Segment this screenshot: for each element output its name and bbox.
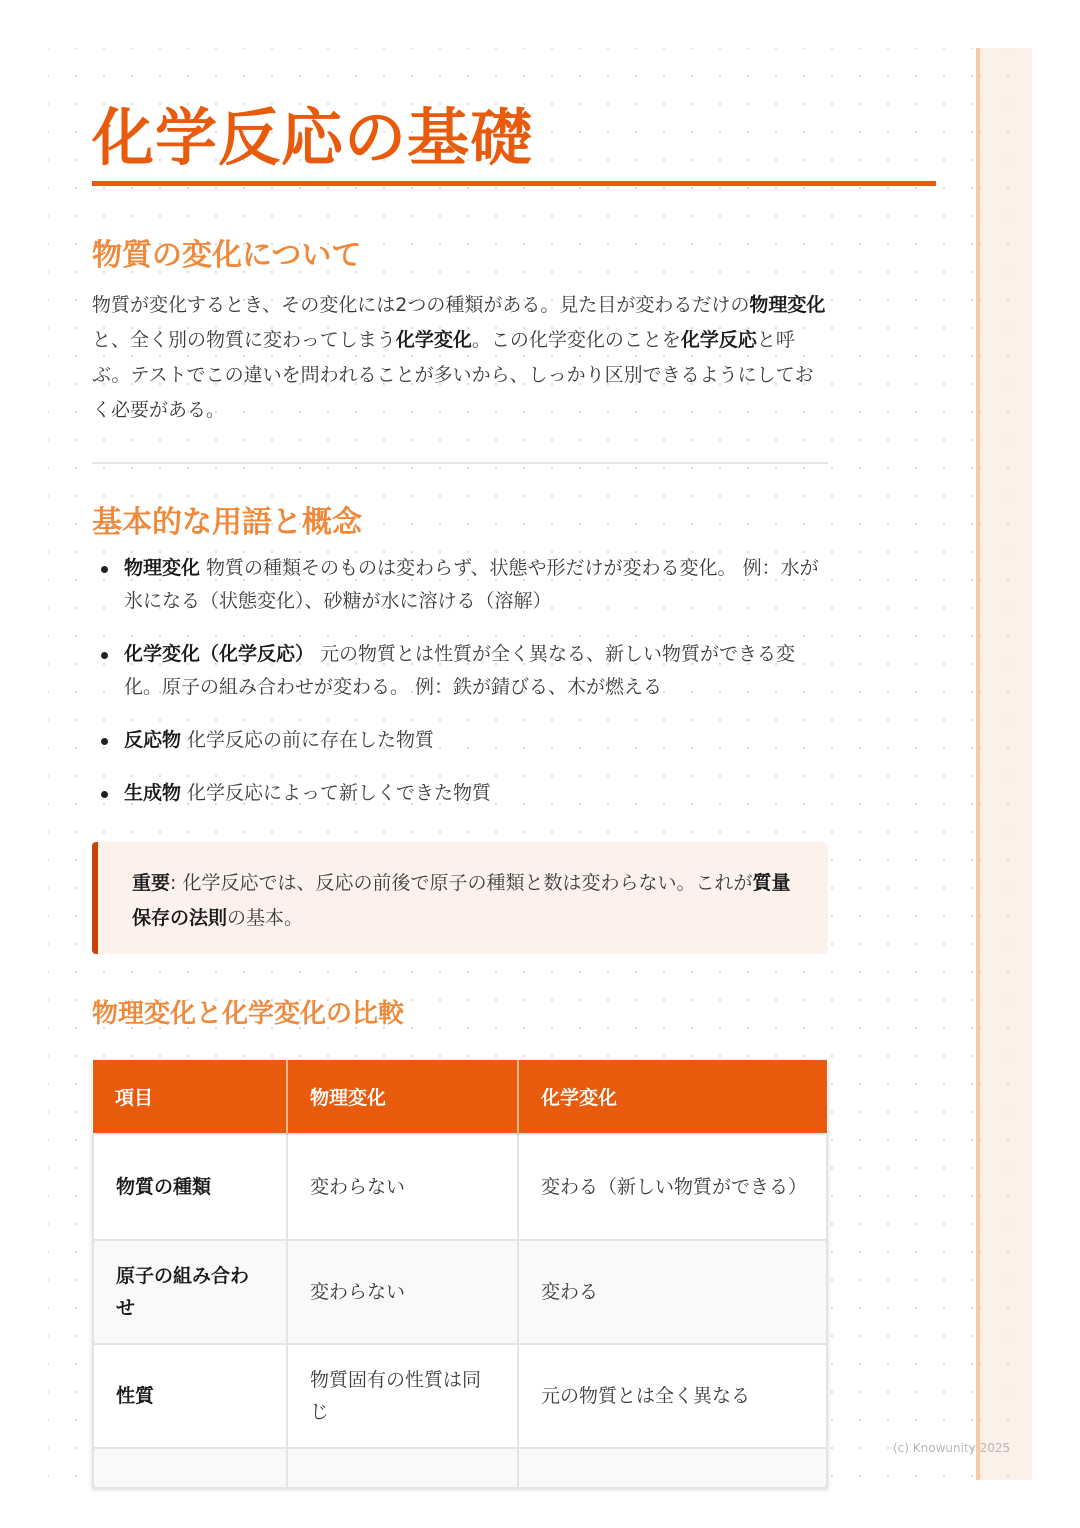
term-label: 物理変化 — [124, 557, 201, 579]
paragraph-bold-term: 化学変化 — [395, 329, 472, 351]
title-underline — [92, 181, 936, 186]
term-description: 化学反応の前に存在した物質 — [181, 729, 435, 751]
table-row — [93, 1448, 827, 1488]
table-cell: 物質固有の性質は同じ — [287, 1344, 518, 1448]
list-item — [92, 724, 832, 757]
list-item — [92, 777, 832, 810]
paragraph-bold-term: 化学反応 — [680, 329, 757, 351]
table-cell: 性質 — [93, 1344, 287, 1448]
table-cell: 変わらない — [287, 1240, 518, 1344]
table-row — [93, 1240, 827, 1344]
callout-text-end: の基本。 — [227, 907, 304, 929]
term-description: 化学反応によって新しくできた物質 — [181, 782, 492, 804]
table-cell — [518, 1448, 827, 1488]
table-header-cell: 化学変化 — [518, 1060, 827, 1134]
term-description: 元の物質とは性質が全く異なる、新しい物質ができる変化。原子の組み合わせが変わる。 例：鉄が錆びる、木が燃える — [124, 643, 796, 698]
intro-paragraph — [92, 288, 832, 428]
term-description: 物質の種類そのものは変わらず、状態や形だけが変わる変化。 例：水が氷になる（状態変化）、砂糖が水に溶ける（溶解） — [124, 557, 819, 612]
table-cell: 変わる — [518, 1240, 827, 1344]
section-heading-terms: 基本的な用語と概念 — [92, 505, 362, 540]
comparison-table — [92, 1060, 828, 1489]
callout-label: 重要 — [132, 872, 171, 894]
table-cell: 物質の種類 — [93, 1134, 287, 1240]
table-header-row — [93, 1060, 827, 1134]
table-cell: 元の物質とは全く異なる — [518, 1344, 827, 1448]
table-cell: 変わる（新しい物質ができる） — [518, 1134, 827, 1240]
section-heading-changes: 物質の変化について — [92, 238, 362, 273]
table-header-cell: 物理変化 — [287, 1060, 518, 1134]
term-label: 化学変化（化学反応） — [124, 643, 315, 665]
table-cell: 原子の組み合わせ — [93, 1240, 287, 1344]
table-row — [93, 1134, 827, 1240]
important-callout — [92, 842, 828, 954]
term-label: 反応物 — [124, 729, 182, 751]
list-item — [92, 552, 832, 618]
callout-text: : 化学反応では、反応の前後で原子の種類と数は変わらない。これが — [170, 872, 753, 894]
table-cell — [93, 1448, 287, 1488]
term-label: 生成物 — [124, 782, 182, 804]
paragraph-text: 。この化学変化のことを — [471, 329, 681, 351]
table-cell: 変わらない — [287, 1134, 518, 1240]
section-heading-comparison: 物理変化と化学変化の比較 — [92, 999, 405, 1029]
copyright-text: (c) Knowunity 2025 — [893, 1441, 1011, 1455]
paragraph-text: と呼ぶ。テストでこの違いを問われることが多いから、しっかり区別できるようにしておく必要がある。 — [92, 329, 814, 421]
section-divider — [92, 462, 828, 464]
terms-list — [92, 552, 832, 810]
paragraph-bold-term: 物理変化 — [749, 294, 826, 316]
paragraph-text: 物質が変化するとき、その変化には2つの種類がある。見た目が変わるだけの — [92, 294, 750, 316]
table-header-cell: 項目 — [93, 1060, 287, 1134]
list-item — [92, 638, 832, 704]
table-row — [93, 1344, 827, 1448]
callout-bold-phrase: 質量保存の法則 — [132, 872, 791, 929]
table-cell — [287, 1448, 518, 1488]
paragraph-text: と、全く別の物質に変わってしまう — [92, 329, 396, 351]
side-strip — [976, 48, 1032, 1480]
page-title: 化学反応の基礎 — [92, 101, 534, 174]
